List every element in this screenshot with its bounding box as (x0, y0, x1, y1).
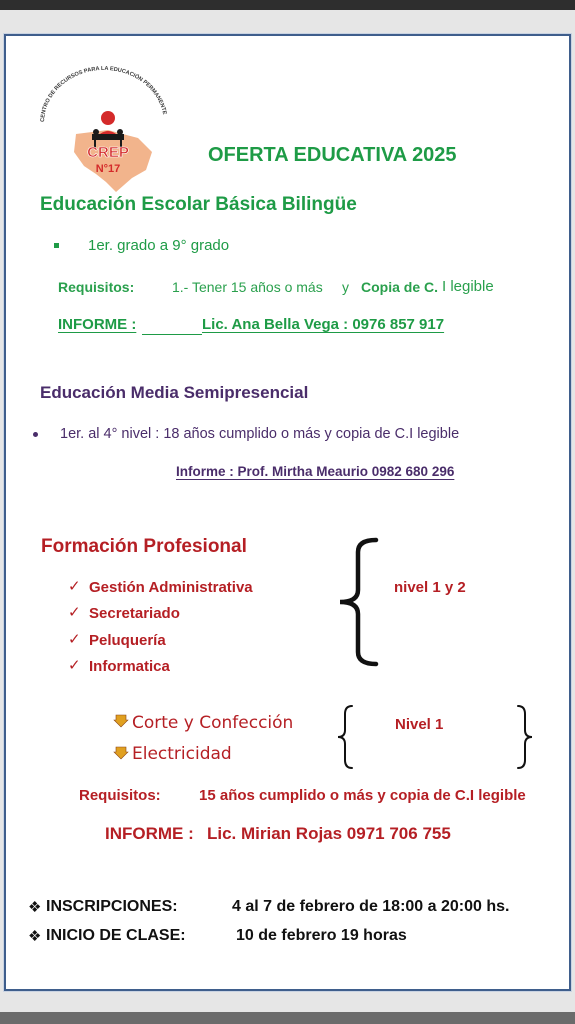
square-bullet-icon (54, 243, 59, 248)
eeb-informe-label: INFORME : (58, 316, 137, 333)
fp-item: Secretariado (89, 605, 180, 622)
inscripciones-label: INSCRIPCIONES: (46, 898, 178, 915)
bottom-bar (0, 1012, 575, 1024)
eeb-req-bold: Copia de C. (361, 279, 439, 295)
page-title: OFERTA EDUCATIVA 2025 (208, 144, 457, 166)
fp-heading: Formación Profesional (41, 536, 247, 557)
eeb-informe-text: Lic. Ana Bella Vega : 0976 857 917 (202, 316, 445, 333)
top-bar (0, 0, 575, 10)
eeb-req-text: 1.- Tener 15 años o más (172, 279, 323, 295)
eeb-req-tail: I legible (442, 278, 494, 295)
left-brace-icon (336, 704, 356, 770)
fp-item: Gestión Administrativa (89, 579, 253, 596)
inscripciones-value: 4 al 7 de febrero de 18:00 a 20:00 hs. (232, 898, 510, 915)
ems-nivel-text: 1er. al 4° nivel : 18 años cumplido o más y copia de C.I legible (60, 426, 460, 442)
four-diamond-icon: ❖ (28, 928, 42, 945)
left-brace-icon (332, 538, 382, 668)
fp-item: Peluquería (89, 632, 166, 649)
fp-level-group1: nivel 1 y 2 (394, 579, 466, 596)
logo-number: N°17 (95, 163, 121, 175)
fp-level-group2: Nivel 1 (395, 716, 444, 733)
fp-req-text: 15 años cumplido o más y copia de C.I legible (199, 787, 526, 804)
fp-item: Informatica (89, 658, 170, 675)
crep-logo (36, 65, 168, 184)
check-icon: ✓ (68, 657, 81, 674)
flyer-page (4, 34, 571, 991)
fp-informe-text: Lic. Mirian Rojas 0971 706 755 (207, 824, 451, 843)
check-icon: ✓ (68, 631, 81, 648)
fp-item2: Electricidad (132, 744, 232, 764)
right-brace-icon (514, 704, 534, 770)
eeb-req-label: Requisitos: (58, 279, 135, 295)
inicio-clase-label: INICIO DE CLASE: (46, 927, 186, 944)
ems-heading: Educación Media Semipresencial (40, 383, 309, 402)
eeb-informe-underline (142, 334, 202, 335)
check-icon: ✓ (68, 578, 81, 595)
four-diamond-icon: ❖ (28, 899, 42, 916)
eeb-grade-text: 1er. grado a 9° grado (88, 237, 230, 254)
ems-informe: Informe : Prof. Mirtha Meaurio 0982 680 296 (176, 464, 455, 479)
eeb-heading: Educación Escolar Básica Bilingüe (40, 194, 357, 215)
fp-item2: Corte y Confección (132, 713, 294, 733)
fp-req-label: Requisitos: (79, 787, 161, 804)
inicio-clase-value: 10 de febrero 19 horas (236, 927, 407, 944)
down-arrow-icon (114, 746, 128, 760)
logo-name: CREP (87, 144, 129, 161)
down-arrow-icon (114, 714, 128, 728)
eeb-req-y: y (342, 279, 349, 295)
check-icon: ✓ (68, 604, 81, 621)
fp-informe-label: INFORME : (105, 824, 194, 843)
logo-arc-text: CENTRO DE RECURSOS PARA LA EDUCACIÓN PERMANENTE (39, 65, 168, 123)
round-bullet-icon (33, 432, 38, 437)
